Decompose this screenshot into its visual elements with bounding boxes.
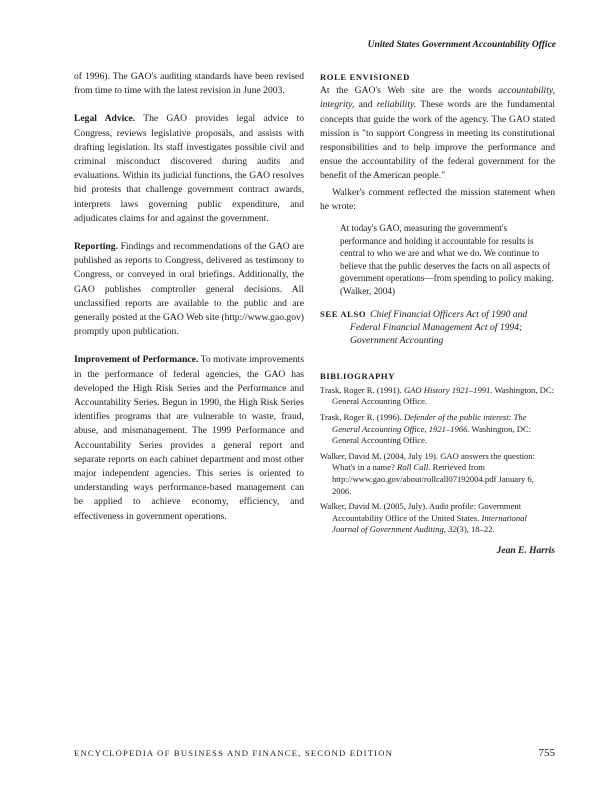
bibliography-entry bbox=[320, 451, 555, 497]
intro-paragraph: of 1996). The GAO's auditing standards have been revised from time to time with the latest revision in June 2003. bbox=[74, 71, 304, 97]
reporting-label: Reporting. bbox=[74, 241, 118, 253]
role-p1-text-b: and bbox=[354, 99, 377, 111]
bib-entry-post: Washington, DC: General Accounting Office. bbox=[332, 423, 532, 446]
right-column bbox=[320, 70, 555, 558]
improvement-paragraph bbox=[74, 353, 304, 523]
role-p1-emphasis-2: reliability. bbox=[376, 99, 417, 111]
role-paragraph-2: Walker's comment reflected the mission statement when he wrote: bbox=[320, 186, 555, 212]
legal-advice-label: Legal Advice. bbox=[74, 113, 136, 125]
bibliography-heading: BIBLIOGRAPHY bbox=[320, 370, 396, 381]
footer-book-title: ENCYCLOPEDIA OF BUSINESS AND FINANCE, SECOND EDITION bbox=[74, 748, 394, 758]
bib-entry-post: Washington, DC: General Accounting Office. bbox=[332, 384, 554, 407]
reporting-paragraph bbox=[74, 240, 304, 339]
bibliography-list bbox=[320, 385, 555, 536]
bib-entry-pre: Trask, Roger R. (1991). bbox=[320, 384, 404, 395]
block-quote: At today's GAO, measuring the government's performance and holding it accountable for results is central to who we are and what we do. We continue to believe that the public deserves the facts on all aspects of government operations—from spending to policy making. (Walker, 2004) bbox=[340, 223, 554, 296]
bib-entry-title: Roll Call. bbox=[397, 462, 431, 473]
role-envisioned-heading: ROLE ENVISIONED bbox=[320, 72, 410, 82]
author-signature: Jean E. Harris bbox=[496, 545, 555, 556]
see-also-links[interactable]: Chief Financial Officers Act of 1990 and Federal Financial Management Act of 1994; Government Accounting bbox=[350, 308, 528, 346]
bib-entry-pre: Walker, David M. (2004, July 19). GAO answers the question: What's in a name? bbox=[320, 450, 535, 473]
page-number: 755 bbox=[538, 747, 555, 759]
see-also-label: SEE ALSO bbox=[320, 308, 367, 319]
reporting-text: Findings and recommendations of the GAO are published as reports to Congress, delivered as testimony to Congress, or conveyed in oral briefings. Additionally, the GAO publishes comptroller general decisions. All unclassified reports are available to the public and are generally posted at the GAO Web site (http://www.gao.gov) promptly upon publication. bbox=[74, 241, 304, 338]
bib-entry-title: Defender of the public interest: The General Accounting Office, 1921–1966. bbox=[332, 411, 527, 434]
bibliography-entry bbox=[320, 501, 555, 536]
bib-entry-post: (3), 18–22. bbox=[456, 524, 495, 535]
bibliography-entry bbox=[320, 385, 555, 408]
role-p1-text-c: These words are the fundamental concepts that guide the work of the agency. The GAO stated mission is "to support Congress in meeting its constitutional responsibilities and to help improve the performance and ensue the accountability of the federal government for the benefit of the American people." bbox=[320, 99, 556, 182]
bib-entry-pre: Trask, Roger R. (1996). bbox=[320, 411, 404, 422]
role-p1-text-a: At the GAO's Web site are the words bbox=[320, 85, 499, 97]
bibliography-entry bbox=[320, 412, 555, 447]
improvement-text: To motivate improvements in the performance of federal agencies, the GAO has developed the High Risk Series and the Performance and Accountability Series. Begun in 1990, the High Risk Series identifies programs that are vulnerable to waste, fraud, abuse, and mismanagement. The 1999 Performance and Accountability Series provides a general report and separate reports on each cabinet department and most other major independent agencies. This series is oriented to understanding ways performance-based management can be applied to achieve economy, efficiency, and effectiveness in government operations. bbox=[74, 354, 304, 522]
page-footer bbox=[74, 748, 555, 758]
see-also bbox=[320, 308, 555, 347]
bib-entry-pre: Walker, David M. (2005, July). Audit profile: Government Accountability Office of the United States. bbox=[320, 501, 522, 523]
role-p1-emphasis-1: accountability, integrity, bbox=[320, 85, 555, 111]
running-header: United States Government Accountability Office bbox=[367, 40, 556, 50]
bib-entry-title: International Journal of Government Auditing, 32 bbox=[332, 512, 527, 535]
improvement-label: Improvement of Performance. bbox=[74, 354, 199, 366]
left-column bbox=[74, 70, 304, 538]
bib-entry-post: Retrieved from http://www.gao.gov/about/rollcall07192004.pdf January 6, 2006. bbox=[332, 462, 534, 496]
legal-advice-paragraph bbox=[74, 112, 304, 226]
legal-advice-text: The GAO provides legal advice to Congress, reviews legislative proposals, and assists with drafting legislation. Its staff investigates possible civil and criminal misconduct discovered during audits and evaluations. Within its judicial functions, the GAO resolves bid protests that challenge government contract awards, interprets laws governing public expenditure, and adjudicates claims for and against the government. bbox=[74, 113, 305, 224]
role-paragraph-1 bbox=[320, 84, 555, 183]
bib-entry-title: GAO History 1921–1991. bbox=[403, 384, 493, 395]
